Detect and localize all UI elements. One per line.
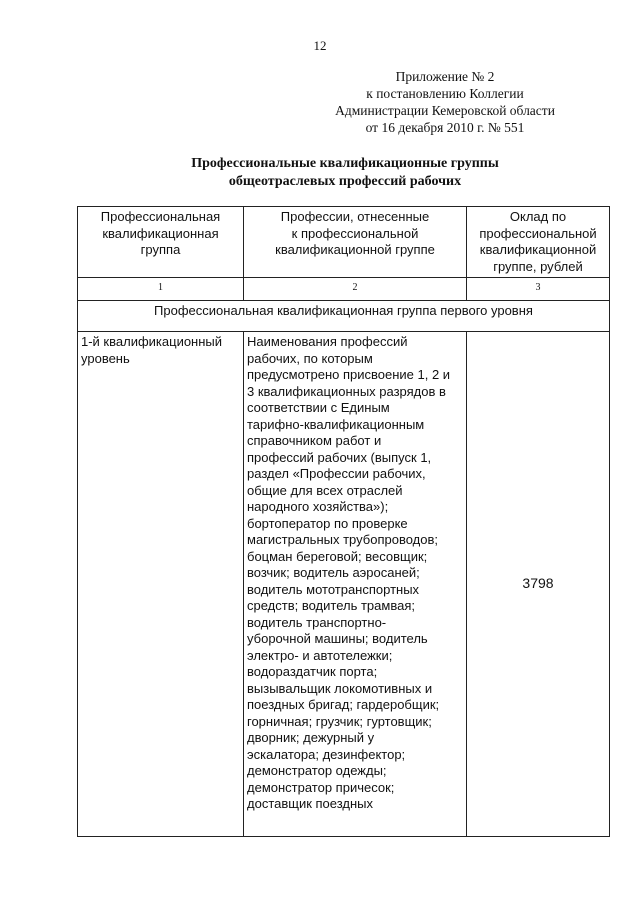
- profession-line: водитель мототранспортных: [247, 581, 420, 597]
- title-line: общеотраслевых профессий рабочих: [228, 174, 462, 189]
- profession-line: Наименования профессий: [247, 334, 408, 349]
- profession-line: водитель транспортно-: [247, 614, 387, 630]
- profession-line: доставщик поездных: [247, 796, 374, 811]
- header-salary: Оклад по профессиональной квалификационной группе, рублей: [467, 207, 610, 278]
- column-number: 1: [78, 278, 244, 301]
- profession-line: средств; водитель трамвая;: [247, 598, 415, 613]
- profession-line: рабочих, по которым: [247, 350, 373, 366]
- profession-line: магистральных трубопроводов;: [247, 532, 438, 547]
- appendix-header: [320, 68, 570, 136]
- professions-list: [244, 332, 467, 837]
- profession-line: демонстратор одежды;: [247, 763, 387, 778]
- table-row: [78, 332, 610, 837]
- appendix-line: от 16 декабря 2010 г. № 551: [365, 120, 525, 135]
- profession-line: эскалатора; дезинфектор;: [247, 746, 406, 762]
- profession-line: профессий рабочих (выпуск 1,: [247, 449, 432, 465]
- profession-line: горничная; грузчик; гуртовщик;: [247, 713, 432, 729]
- qualification-level: 1-й квалификационный уровень: [78, 332, 244, 837]
- profession-line: демонстратор причесок;: [247, 779, 395, 795]
- group-title: Профессиональная квалификационная группа первого уровня: [78, 301, 610, 332]
- column-number-row: [78, 278, 610, 301]
- title-line: Профессиональные квалификационные группы: [191, 156, 499, 171]
- header-professions: Профессии, отнесенные к профессиональной квалификационной группе: [244, 207, 467, 278]
- page-number: 12: [313, 38, 327, 53]
- profession-line: 3 квалификационных разрядов в: [247, 383, 446, 399]
- salary-value: 3798: [467, 332, 610, 837]
- profession-line: общие для всех отраслей: [247, 482, 403, 498]
- profession-line: предусмотрено присвоение 1, 2 и: [247, 367, 451, 382]
- appendix-line: к постановлению Коллегии: [366, 86, 524, 101]
- table-header-row: [78, 207, 610, 278]
- profession-line: боцман береговой; весовщик;: [247, 548, 428, 564]
- profession-line: поездных бригад; гардеробщик;: [247, 697, 440, 712]
- column-number: 2: [244, 278, 467, 301]
- profession-line: возчик; водитель аэросаней;: [247, 565, 420, 580]
- profession-line: раздел «Профессии рабочих,: [247, 466, 426, 481]
- profession-line: вызывальщик локомотивных и: [247, 680, 433, 696]
- profession-line: электро- и автотележки;: [247, 647, 393, 663]
- document-title: [90, 155, 600, 191]
- profession-line: дворник; дежурный у: [247, 730, 375, 745]
- header-group: Профессиональная квалификационная группа: [78, 207, 244, 278]
- group-title-row: [78, 301, 610, 332]
- qualification-groups-table: [77, 206, 610, 837]
- profession-line: народного хозяйства»);: [247, 499, 389, 514]
- profession-line: бортоператор по проверке: [247, 515, 408, 531]
- profession-line: соответствии с Единым: [247, 400, 390, 415]
- profession-line: справочником работ и: [247, 433, 382, 448]
- profession-line: уборочной машины; водитель: [247, 631, 428, 646]
- profession-line: водораздатчик порта;: [247, 664, 378, 679]
- appendix-line: Администрации Кемеровской области: [335, 103, 555, 118]
- appendix-line: Приложение № 2: [395, 69, 495, 84]
- column-number: 3: [467, 278, 610, 301]
- profession-line: тарифно-квалификационным: [247, 416, 425, 432]
